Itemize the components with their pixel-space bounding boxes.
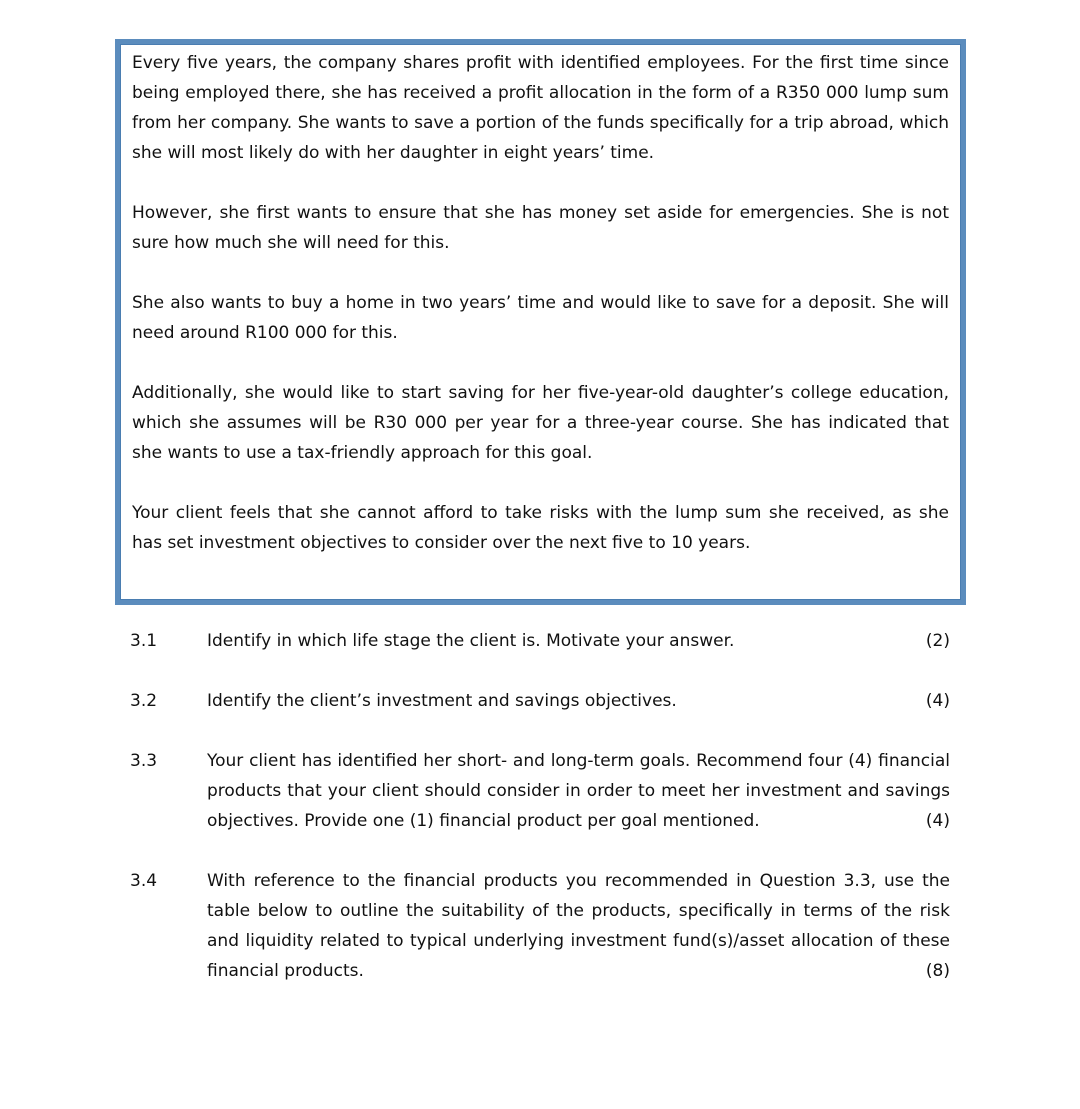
question-marks: (2) — [925, 631, 950, 651]
question-marks: (4) — [925, 811, 950, 831]
question-row-3-3 — [130, 746, 950, 836]
case-paragraph: Your client feels that she cannot afford to take risks with the lump sum she received, as she has set investment objectives to consider over the next five to 10 years. — [132, 503, 949, 553]
case-paragraph: She also wants to buy a home in two years’ time and would like to save for a deposit. She will need around R100 000 for this. — [132, 293, 949, 343]
case-study-box — [115, 39, 966, 605]
question-number: 3.1 — [130, 631, 158, 651]
question-text: With reference to the financial products you recommended in Question 3.3, use the table below to outline the suitability of the products, specifically in terms of the risk and liquidity related to typical underlying investment fund(s)/asset allocation of these financial products. — [207, 871, 950, 981]
case-paragraph: However, she first wants to ensure that she has money set aside for emergencies. She is not sure how much she will need for this. — [132, 203, 949, 253]
question-row-3-1 — [130, 626, 950, 656]
case-paragraph: Additionally, she would like to start saving for her five-year-old daughter’s college education, which she assumes will be R30 000 per year for a three-year course. She has indicated that she wants to use a tax-friendly approach for this goal. — [132, 383, 949, 463]
question-number: 3.4 — [130, 871, 158, 891]
question-number: 3.3 — [130, 751, 158, 771]
question-row-3-2 — [130, 686, 950, 716]
question-body — [207, 686, 950, 716]
question-marks: (4) — [925, 691, 950, 711]
case-paragraph: Every five years, the company shares profit with identified employees. For the first time since being employed there, she has received a profit allocation in the form of a R350 000 lump sum from her company. She wants to save a portion of the funds specifically for a trip abroad, which she will most likely do with her daughter in eight years’ time. — [132, 53, 949, 163]
question-row-3-4 — [130, 866, 950, 986]
question-body — [207, 866, 950, 986]
questions-section — [130, 626, 950, 1016]
question-text: Identify the client’s investment and savings objectives. — [207, 691, 677, 711]
question-text: Identify in which life stage the client is. Motivate your answer. — [207, 631, 735, 651]
question-marks: (8) — [925, 961, 950, 981]
question-body — [207, 746, 950, 836]
question-number: 3.2 — [130, 691, 158, 711]
question-body — [207, 626, 950, 656]
question-text: Your client has identified her short- and long-term goals. Recommend four (4) financial products that your client should consider in order to meet her investment and savings objectives. Provide one (1) financial product per goal mentioned. — [207, 751, 950, 831]
